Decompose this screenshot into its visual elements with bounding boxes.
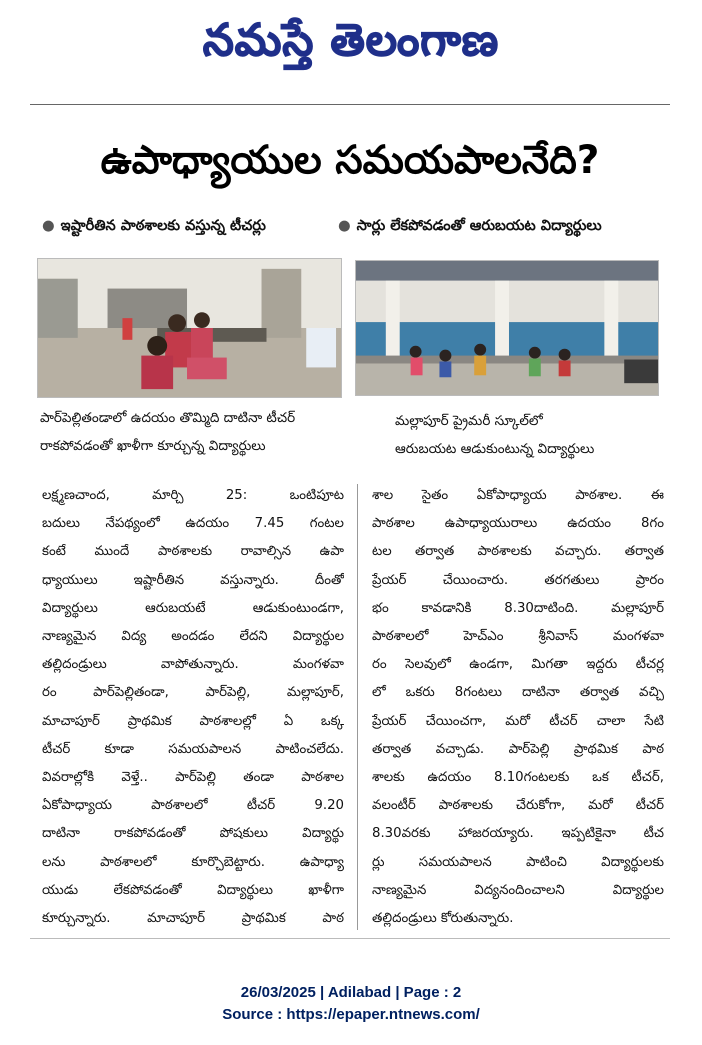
text-line: యుడు లేకపోవడంతో విద్యార్థులు ఖాళీగా — [42, 882, 344, 898]
text-line: ప్రేయర్ చేయించారు. తరగతులు ప్రారం — [372, 572, 664, 588]
text-line: లో ఒకరు 8గంటలు దాటినా తర్వాత వచ్చి — [372, 685, 664, 701]
text-line: టీచర్ కూడా సమయపాలన పాటించలేదు. — [42, 741, 344, 757]
text-line: శాల సైతం ఏకోపాధ్యాయ పాఠశాల. ఈ — [372, 488, 664, 503]
text-line: లను పాఠశాలలో కూర్చొబెట్టారు. ఉపాధ్యా — [42, 854, 344, 870]
text-line: దాటినా రాకపోవడంతో పోషకులు విద్యార్థు — [42, 826, 344, 842]
text-line: నాణ్యమైన విద్యనందించాలని విద్యార్థుల — [372, 882, 664, 898]
text-line: నాణ్యమైన విద్య అందడం లేదని విద్యార్థుల — [42, 629, 344, 645]
text-line: 8.30వరకు హాజరయ్యారు. ఇప్పటికైనా టీచ — [372, 826, 664, 842]
text-line: శాలకు ఉదయం 8.10గంటలకు ఒక టీచర్, — [372, 770, 664, 786]
text-line: తల్లిదండ్రులు కోరుతున్నారు. — [372, 911, 514, 927]
text-line: ర్లు సమయపాలన పాటించి విద్యార్థులకు — [372, 854, 664, 870]
subhead-1-text: ఇష్టారీతిన పాఠశాలకు వస్తున్న టీచర్లు — [60, 218, 266, 234]
text-line: రం పార్‌పెల్లితండా, పార్‌పెల్లి, మల్లాపూర్, — [42, 685, 344, 701]
caption-line: మల్లాపూర్ ప్రైమరీ స్కూల్‌లో — [395, 413, 543, 429]
photo-2-caption — [395, 407, 665, 463]
caption-line: రాకపోవడంతో ఖాళీగా కూర్చున్న విద్యార్థులు — [40, 438, 266, 454]
text-line: వివరాల్లోకి వెళ్తే.. పార్‌పెల్లి తండా పాఠశాల — [42, 770, 344, 786]
source-link[interactable]: Source : https://epaper.ntnews.com/ — [222, 1006, 480, 1023]
text-line: రం సెలవులో ఉండగా, మిగతా ఇద్దరు టీచర్ల — [372, 657, 664, 673]
text-line: తల్లిదండ్రులు వాపోతున్నారు. మంగళవా — [42, 657, 344, 673]
text-line: కంటే ముందే పాఠశాలకు రావాల్సిన ఉపా — [42, 544, 344, 560]
subhead-2-text: సార్లు లేకపోవడంతో ఆరుబయట విద్యార్థులు — [356, 218, 602, 234]
bullet-icon: ● — [42, 218, 55, 234]
date-edition-page: 26/03/2025 | Adilabad | Page : 2 — [240, 984, 462, 1001]
text-line: లక్ష్మణచాంద, మార్చి 25: ఒంటిపూట — [42, 488, 344, 503]
text-line: ధ్యాయులు ఇష్టారీతిన వస్తున్నారు. దీంతో — [42, 572, 344, 588]
text-line: విద్యార్థులు ఆరుబయటే ఆడుకుంటుండగా, — [42, 600, 344, 616]
school-verandah-photo — [355, 260, 659, 396]
photo-1-caption — [40, 404, 340, 460]
text-line: కూర్చున్నారు. మాచాపూర్ ప్రాథమిక పాఠ — [42, 911, 344, 927]
subhead-2 — [338, 212, 602, 240]
caption-line: పార్‌పెల్లితండాలో ఉదయం తొమ్మిది దాటినా టీచర్ — [40, 410, 296, 426]
caption-line: ఆరుబయట ఆడుకుంటున్న విద్యార్థులు — [395, 441, 595, 457]
clipping-bottom-edge — [30, 938, 670, 939]
text-line: పాఠశాల ఉపాధ్యాయురాలు ఉదయం 8గం — [372, 516, 664, 532]
text-line: టల తర్వాత పాఠశాలకు వచ్చారు. తర్వాత — [372, 544, 664, 560]
text-line: పాఠశాలలో హెచ్‌ఎం శ్రీనివాస్ మంగళవా — [372, 629, 664, 645]
text-line: వలంటీర్ పాఠశాలకు చేరుకోగా, మరో టీచర్ — [372, 798, 664, 814]
article-column-2 — [372, 482, 664, 933]
subhead-1 — [42, 212, 266, 240]
header-rule — [30, 104, 670, 105]
column-divider — [357, 484, 358, 930]
text-line: ప్రేయర్ చేయించగా, మరో టీచర్ చాలా సేటి — [372, 713, 664, 729]
classroom-photo — [37, 258, 342, 398]
newspaper-masthead: నమస్తే తెలంగాణ — [202, 15, 500, 66]
torn-header-strip — [30, 88, 670, 102]
text-line: తర్వాత వచ్చాడు. పార్‌పెల్లి ప్రాథమిక పాఠ — [372, 741, 664, 757]
article-headline: ఉపాధ్యాయుల సమయపాలనేది? — [100, 138, 600, 183]
text-line: భం కావడానికి 8.30దాటింది. మల్లాపూర్ — [372, 600, 664, 616]
text-line: ఏకోపాధ్యాయ పాఠశాలలో టీచర్ 9.20 — [42, 798, 344, 814]
bullet-icon: ● — [338, 218, 351, 234]
text-line: మాచాపూర్ ప్రాథమిక పాఠశాలల్లో ఏ ఒక్క — [42, 713, 344, 729]
text-line: బదులు నేపథ్యంలో ఉదయం 7.45 గంటల — [42, 516, 344, 532]
article-column-1 — [42, 482, 344, 933]
